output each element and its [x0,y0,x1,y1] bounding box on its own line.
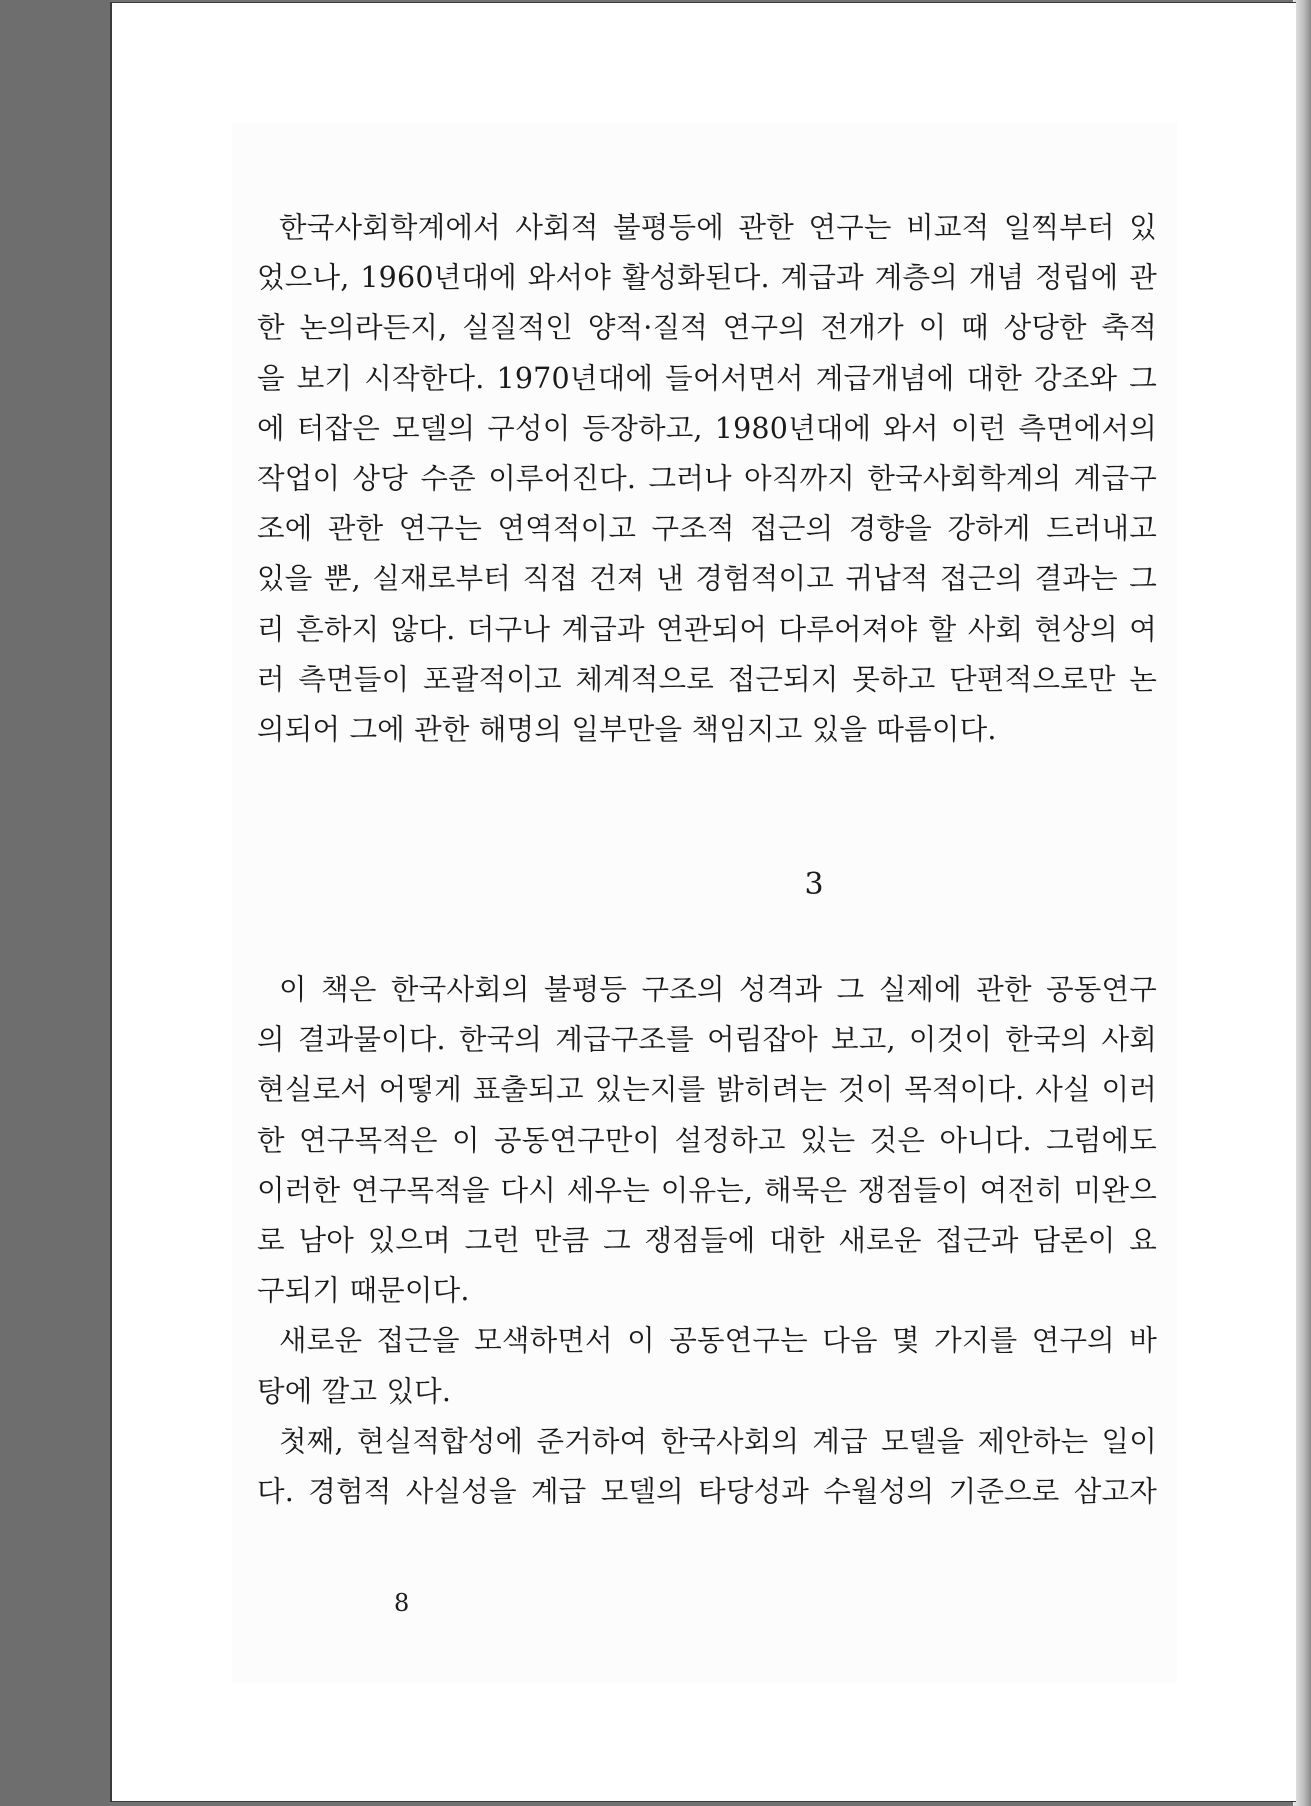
text-line: 을 보기 시작한다. 1970년대에 들어서면서 계급개념에 대한 강조와 그 [257,361,1157,395]
text-line: 의되어 그에 관한 해명의 일부만을 책임지고 있을 따름이다. [257,712,997,746]
text-line: 이 책은 한국사회의 불평등 구조의 성격과 그 실제에 관한 공동연구 [279,973,1157,1006]
text-line: 작업이 상당 수준 이루어진다. 그러나 아직까지 한국사회학계의 계급구 [257,461,1157,495]
text-line: 한국사회학계에서 사회적 불평등에 관한 연구는 비교적 일찍부터 있 [279,211,1157,244]
text-line: 로 남아 있으며 그런 만큼 그 쟁점들에 대한 새로운 접근과 담론이 요 [257,1223,1157,1257]
text-line: 리 흔하지 않다. 더구나 계급과 연관되어 다루어져야 할 사회 현상의 여 [257,612,1157,646]
text-line: 첫째, 현실적합성에 준거하여 한국사회의 계급 모델을 제안하는 일이 [279,1424,1157,1458]
section-number: 3 [804,867,824,902]
text-line: 한 논의라든지, 실질적인 양적·질적 연구의 전개가 이 때 상당한 축적 [257,311,1157,345]
text-line: 있을 뿐, 실재로부터 직접 건져 낸 경험적이고 귀납적 접근의 결과는 그 [257,562,1157,596]
text-line: 현실로서 어떻게 표출되고 있는지를 밝히려는 것이 목적이다. 사실 이러 [257,1073,1157,1107]
text-line: 다. 경험적 사실성을 계급 모델의 타당성과 수월성의 기준으로 삼고자 [257,1474,1157,1508]
text-line: 한 연구목적은 이 공동연구만이 설정하고 있는 것은 아니다. 그럼에도 [257,1123,1157,1157]
paragraph-block-intro [257,203,1157,755]
text-line: 구되기 때문이다. [257,1274,470,1308]
document-page [110,2,1296,1802]
text-line: 이러한 연구목적을 다시 세우는 이유는, 해묵은 쟁점들이 여전히 미완으 [257,1173,1157,1207]
paragraph-block-section-3 [257,965,1157,1517]
text-line: 에 터잡은 모델의 구성이 등장하고, 1980년대에 와서 이런 측면에서의 [257,411,1157,445]
viewer-left-margin [0,0,110,1806]
text-line: 새로운 접근을 모색하면서 이 공동연구는 다음 몇 가지를 연구의 바 [279,1324,1157,1358]
text-line: 의 결과물이다. 한국의 계급구조를 어림잡아 보고, 이것이 한국의 사회 [257,1023,1157,1057]
text-line: 었으나, 1960년대에 와서야 활성화된다. 계급과 계층의 개념 정립에 관 [257,261,1157,295]
text-line: 탕에 깔고 있다. [257,1374,452,1408]
text-line: 러 측면들이 포괄적이고 체계적으로 접근되지 못하고 단편적으로만 논 [257,662,1157,696]
page-number: 8 [394,1589,410,1617]
text-line: 조에 관한 연구는 연역적이고 구조적 접근의 경향을 강하게 드러내고 [257,512,1157,546]
